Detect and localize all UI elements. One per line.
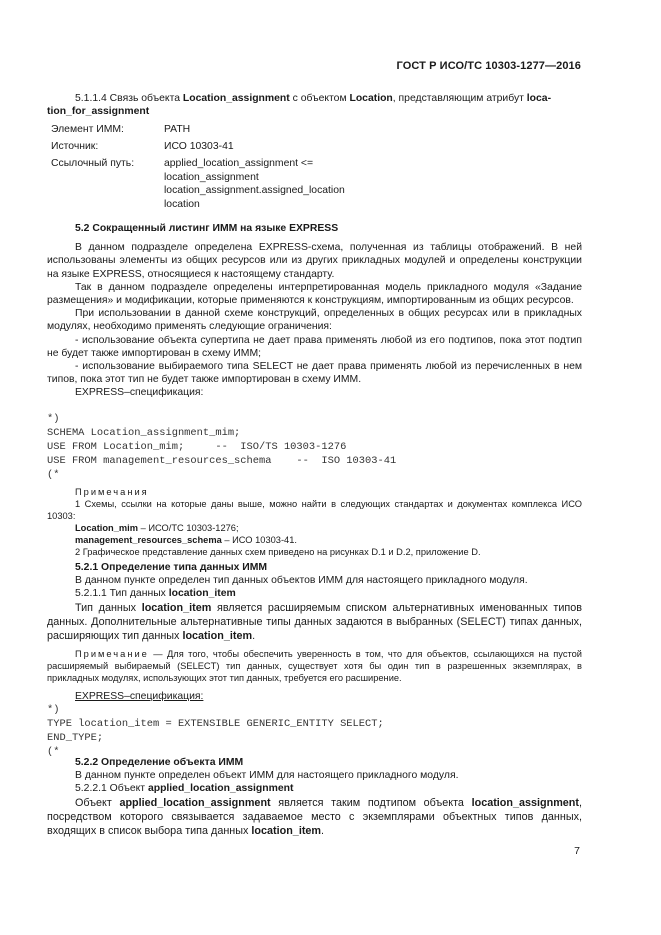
notes-block [47,486,582,558]
section-5-2-1-1-title: 5.2.1.1 Тип данных location_item [75,588,236,600]
notes-label: Примечания [75,487,149,497]
note-ref-2: management_resources_schema – ИСО 10303-41. [75,535,297,545]
note-1: 1 Схемы, ссылки на которые даны выше, можно найти в следующих стандартах и документах комплекса ИСО 10303: [47,499,582,521]
paragraph: Так в данном подразделе определены интерпретированная модель прикладного модуля «Задание размещения» и модификации, которые применяются к конструкциям, импортированным из общих ресурсов. [47,281,582,307]
section-5-2 [47,222,582,400]
paragraph: В данном подразделе определена EXPRESS-схема, полученная из таблицы отображений. В ней использованы элементы из общих ресурсов или из других прикладных модулей и определены конструкции на языке EXPRESS, относящиеся к настоящему стандарту. [47,242,582,280]
note-ref-1: Location_mim – ИСО/ТС 10303-1276; [75,523,239,533]
section-5-2-2-1-title: 5.2.2.1 Объект applied_location_assignment [75,783,294,795]
note-block-2 [47,648,582,684]
page-number: 7 [574,845,580,857]
paragraph: В данном пункте определен тип данных объектов ИММ для настоящего прикладного модуля. [75,575,528,587]
express-spec-label: EXPRESS–спецификация: [75,691,204,702]
paragraph: - использование выбираемого типа SELECT не дает права применять любой из перечисленных в нем типов, пока этот тип не будет также импортирован в схему ИММ. [47,361,582,386]
paragraph: Объект applied_location_assignment является таким подтипом объекта location_assignment, посредством которого связывается задаваемое место с экземплярами объектных типов данных, входящих в список выбора типа данных location_item. [47,796,582,837]
section-5-2-2-title: 5.2.2 Определение объекта ИММ [75,757,244,768]
section-5-2-1 [47,561,582,643]
paragraph: При использовании в данной схеме конструкций, определенных в общих ресурсах или в прикладных модулях, необходимо применять следующие ограничения: [47,308,582,333]
section-5-1-1-4-title: 5.1.1.4 Связь объекта Location_assignment с объектом Location, представляющим атрибут loca- tion_for_assignment [47,93,552,118]
express-spec-2 [47,690,582,703]
section-5-1-1-4 [47,92,582,118]
paragraph: В данном пункте определен объект ИММ для настоящего прикладного модуля. [75,770,459,782]
note-text: Примечание — Для того, чтобы обеспечить уверенность в том, что для объектов, ссылающихся на пустой расширяемый выбираемый (SELECT) тип данных, существует хотя бы один тип в разрешенных экземплярах, в прикладных модулях, использующих этот тип данных, требуется его расширение. [47,649,582,683]
paragraph: Тип данных location_item является расширяемым списком альтернативных именованных типов данных. Дополнительные альтернативные типы данных задаются в выбранных (SELECT) типах данных, расширяющих тип данных location_item. [47,601,582,642]
section-5-2-title: 5.2 Сокращенный листинг ИММ на языке EXPRESS [75,223,339,234]
paragraph: - использование объекта супертипа не дает права применять любой из его подтипов, пока этот подтип не будет также импортирован в схему ИММ; [47,334,582,359]
section-5-2-1-title: 5.2.1 Определение типа данных ИММ [75,562,268,573]
express-code-block-1: *) SCHEMA Location_assignment_mim; USE FROM Location_mim; -- ISO/TS 10303-1276 USE FROM management_resources_schema -- ISO 10303-41 (* [47,413,397,481]
express-spec-label: EXPRESS–спецификация: [75,387,204,399]
document-page: ГОСТ Р ИСО/ТС 10303-1277—2016 5.1.1.4 Связь объекта Location_assignment с объектом Location, представляющим атрибут loca- tion_for_assignment Элемент ИММ: PATH Источник: ИСО 10303-41 Ссылочный путь: applied_location_assignment <= location_assignment location_assignment.assigned_location location 5.2 Сокращенный листинг ИММ на языке EXPRESS В данном подразделе определена EXPRESS-схема, полученная из таблицы отображений. В ней использованы элементы из общих ресурсов или из других прикладных модулей и определены конструкции на языке EXPRESS, относящиеся к настоящему стандарту. Так в данном подразделе определены интерпретированная модель прикладного модуля «Задание размещения» и модификации, которые применяются к конструкциям, импортированным из общих ресурсов. При использовании в данной схеме конструкций, определенных в общих ресурсах или в прикладных модулях, необходимо применять следующие ограничения: - использование объекта супертипа не дает права применять любой из его подтипов, пока этот подтип не будет также импортирован в схему ИММ; - использование выбираемого типа SELECT не дает права применять любой из перечисленных в нем типов, пока этот тип не будет также импортирован в схему ИММ. EXPRESS–спецификация: *) SCHEMA Location_assignment_mim; USE FROM Location_mim; -- ISO/TS 10303-1276 USE FROM management_resources_schema -- ISO 10303-41 (* Примечания 1 Схемы, ссылки на которые даны выше, можно найти в следующих стандартах и документах комплекса ИСО 10303: Location_mim – ИСО/ТС 10303-1276; management_resources_schema – ИСО 10303-41. 2 Графическое представление данных схем приведено на рисунках D.1 и D.2, приложение D. 5.2.1 Определение типа данных ИММ В данном пункте определен тип данных объектов ИММ для настоящего прикладного модуля. 5.2.1.1 Тип данных location_item Тип данных location_item является расширяемым списком альтернативных именованных типов данных. Дополнительные альтернативные типы данных задаются в выбранных (SELECT) типах данных, расширяющих тип данных location_item. Примечание — Для того, чтобы обеспечить уверенность в том, что для объектов, ссылающихся на пустой расширяемый выбираемый (SELECT) тип данных, существует хотя бы один тип в разрешенных экземплярах, в прикладных модулях, использующих этот тип данных, требуется его расширение. EXPRESS–спецификация: *) TYPE location_item = EXTENSIBLE GENERIC_ENTITY SELECT; END_TYPE; (* 5.2.2 Определение объекта ИММ В данном пункте определен объект ИММ для настоящего прикладного модуля. 5.2.2.1 Объект applied_location_assignment Объект applied_location_assignment является таким подтипом объекта location_assignment, посредством которого связывается задаваемое место с экземплярами объектных типов данных, входящих в список выбора типа данных location_item. 7 [0,0,661,935]
standard-header: ГОСТ Р ИСО/ТС 10303-1277—2016 [396,60,581,72]
express-code-block-2: *) TYPE location_item = EXTENSIBLE GENERIC_ENTITY SELECT; END_TYPE; (* [47,704,384,758]
section-5-2-2 [47,756,582,838]
note-2: 2 Графическое представление данных схем приведено на рисунках D.1 и D.2, приложение D. [75,547,481,557]
